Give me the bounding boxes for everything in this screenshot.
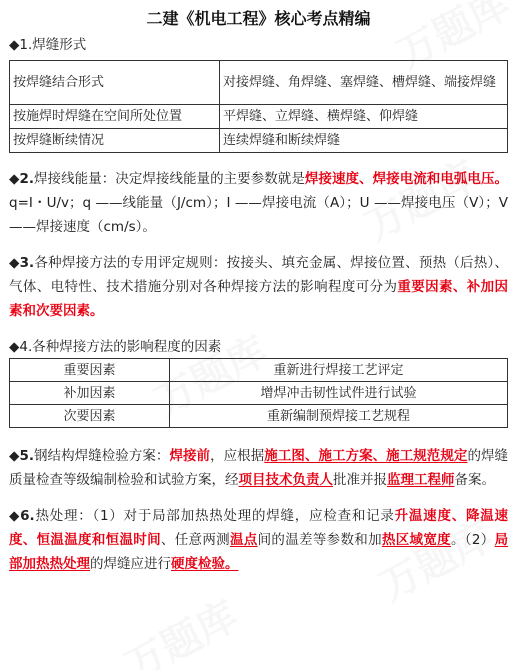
highlight-text: 焊接前 (169, 448, 211, 464)
table-row (10, 359, 508, 382)
text-span: 各种焊接方法的专用评定规则：按接头、填充金属、焊接位置、预热（后热）、气体、电特性、技术措施分别对各种焊接方法的影响程度可分为 (9, 255, 509, 295)
table-cell-value: 对接焊缝、角焊缝、塞焊缝、槽焊缝、端接焊缝 (220, 61, 508, 105)
section-5-paragraph (9, 444, 508, 492)
section-5-number: 5. (19, 448, 34, 464)
text-span: q=I・U/v；q ——线能量（J/cm）；I ——焊接电流（A）；U ——焊接电压（V）；V ——焊接速度（cm/s）。 (9, 195, 508, 235)
table-cell-label: 按施焊时焊缝在空间所处位置 (10, 105, 220, 129)
diamond-bullet-icon: ◆ (9, 37, 20, 53)
text-span: 钢结构焊缝检验方案： (33, 448, 170, 464)
text-span: 批准并报 (333, 472, 387, 488)
table-row (10, 61, 508, 105)
section-6-paragraph (9, 504, 508, 576)
table-row (10, 105, 508, 129)
highlight-text: 热区域宽度 (381, 532, 451, 548)
highlight-text: 焊接速度、焊接电流和电弧电压。 (304, 171, 509, 187)
table-cell-label: 按焊缝断续情况 (10, 129, 220, 153)
diamond-bullet-icon: ◆ (9, 508, 21, 524)
section-4-heading (9, 337, 508, 357)
section-3-paragraph (9, 251, 508, 323)
table-cell-effect: 重新编制预焊接工艺规程 (170, 405, 508, 428)
table-row (10, 405, 508, 428)
page-title: 二建《机电工程》核心考点精编 (146, 9, 371, 28)
section-6-number: 6. (20, 508, 35, 524)
text-span: 间的温差等参数和加 (257, 532, 382, 548)
section-2-paragraph (9, 167, 508, 239)
highlight-text: 监理工程师 (387, 472, 455, 488)
section-3-number: 3. (19, 255, 35, 271)
table-cell-factor: 次要因素 (10, 405, 170, 428)
table-cell-effect: 增焊冲击韧性试件进行试验 (170, 382, 508, 405)
diamond-bullet-icon: ◆ (9, 171, 20, 187)
table-cell-value: 平焊缝、立焊缝、横焊缝、仰焊缝 (220, 105, 508, 129)
highlight-text: 项目技术负责人 (238, 472, 333, 488)
diamond-bullet-icon: ◆ (9, 448, 20, 464)
highlight-text: 升温速度、降温速度、恒温温度和恒温时间 (9, 508, 509, 548)
factor-table (9, 358, 508, 428)
table-cell-label: 按焊缝结合形式 (10, 61, 220, 105)
highlight-text: 局部加热热处理 (9, 532, 509, 572)
watermark (114, 585, 247, 670)
text-span: 的焊缝应进行 (90, 556, 171, 572)
text-span: 备案。 (454, 472, 495, 488)
table-cell-value: 连续焊缝和断续焊缝 (220, 129, 508, 153)
table-cell-effect: 重新进行焊接工艺评定 (170, 359, 508, 382)
highlight-text: 温点 (229, 532, 258, 548)
text-span: 焊接线能量：决定焊接线能量的主要参数就是 (33, 171, 305, 187)
text-span: 。（2） (450, 532, 495, 548)
weld-type-table (9, 60, 508, 153)
table-row (10, 129, 508, 153)
highlight-text: 施工图、施工方案、施工规范规定 (264, 448, 468, 464)
diamond-bullet-icon: ◆ (9, 339, 20, 355)
table-cell-factor: 补加因素 (10, 382, 170, 405)
section-4-title: 4.各种焊接方法的影响程度的因素 (19, 339, 222, 355)
section-1-title: 1.焊缝形式 (19, 37, 87, 53)
table-row (10, 382, 508, 405)
highlight-text: 硬度检验。 (171, 556, 239, 572)
diamond-bullet-icon: ◆ (9, 255, 20, 271)
text-span: 的焊缝质量检查等级编制检验和试验方案，经 (9, 448, 509, 488)
text-span: ，应根据 (210, 448, 265, 464)
text-span: 、任意两测 (160, 532, 230, 548)
highlight-text: 重要因素、补加因素和次要因素。 (9, 279, 509, 319)
section-1-heading (9, 35, 508, 55)
table-cell-factor: 重要因素 (10, 359, 170, 382)
text-span: 热处理：（1）对于局部加热热处理的焊缝，应检查和记录 (34, 508, 395, 524)
section-2-number: 2. (19, 171, 34, 187)
